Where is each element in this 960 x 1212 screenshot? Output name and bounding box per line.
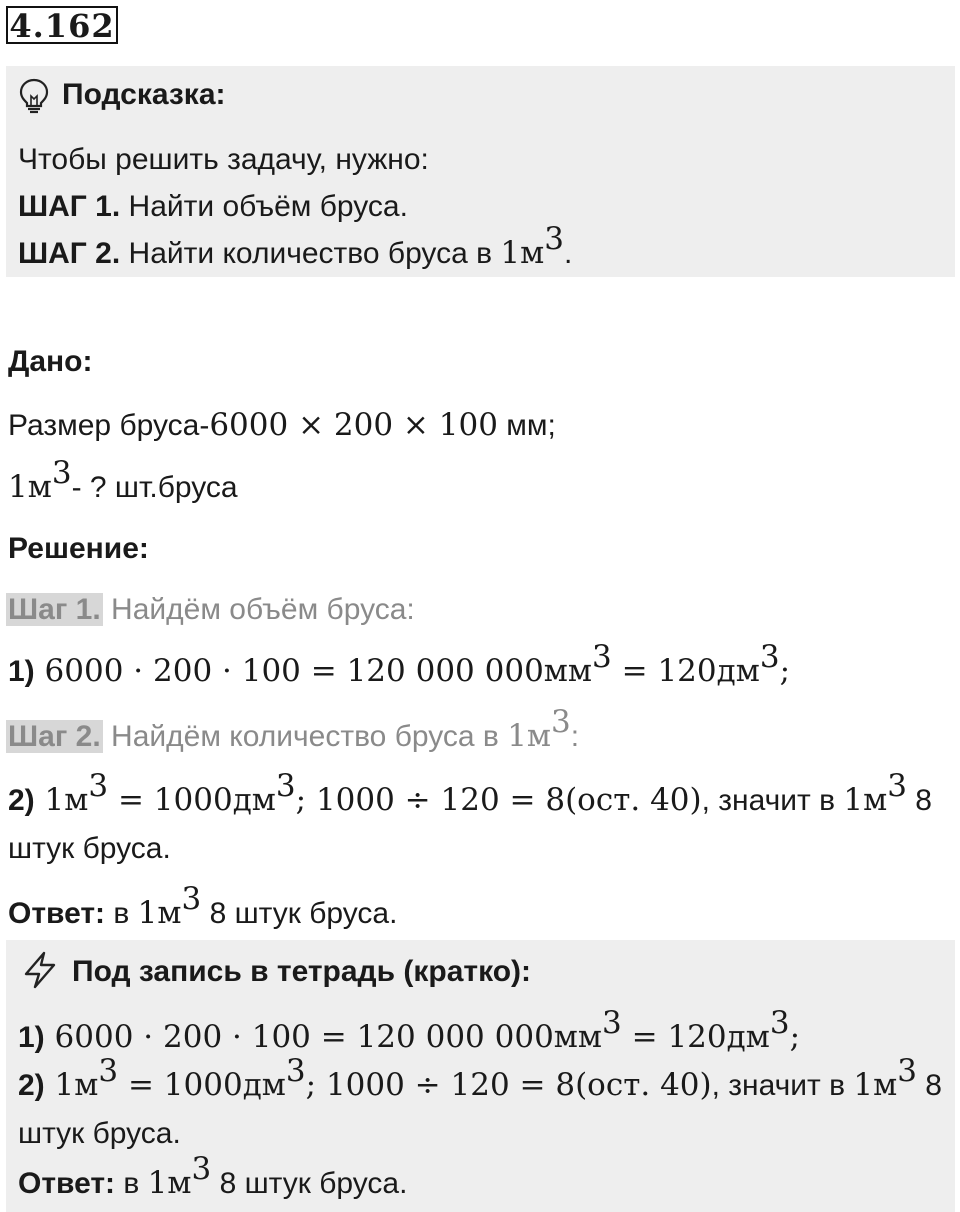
note-calc-2-a: 1м xyxy=(44,1067,99,1103)
calc-2-number: 2) xyxy=(8,784,35,817)
note-calc-2-f: 8 xyxy=(916,1069,942,1102)
note-calc-1-result: = 120дм xyxy=(621,1019,770,1055)
note-title: Под запись в тетрадь (кратко): xyxy=(72,955,532,988)
solution-step-1 xyxy=(6,593,415,627)
given-size-unit: мм; xyxy=(497,409,556,442)
calc-1-sup-a: 3 xyxy=(592,639,612,675)
calc-1-expr: 6000 · 200 · 100 = 120 000 000мм xyxy=(34,653,593,689)
calc-2-sup-b: 3 xyxy=(275,768,296,804)
step-2-text: Найдём количество бруса в xyxy=(102,720,508,753)
note-calc-1-expr: 6000 · 200 · 100 = 120 000 000мм xyxy=(44,1019,603,1055)
answer xyxy=(8,881,398,931)
calc-2-sup-a: 3 xyxy=(88,768,109,804)
note-calc-2-continued: штук бруса. xyxy=(18,1117,181,1150)
calc-2-sup-c: 3 xyxy=(887,768,907,804)
note-calc-2-sup-a: 3 xyxy=(98,1053,119,1089)
calc-2-a: 1м xyxy=(34,782,89,818)
answer-a: в xyxy=(105,897,138,930)
given-size-label: Размер бруса- xyxy=(8,409,210,442)
hint-step-2-math: 1м xyxy=(500,235,545,271)
solution-step-2 xyxy=(6,704,580,754)
calc-2-d: , значит в xyxy=(701,784,844,817)
calc-1 xyxy=(8,639,791,689)
given-question-text: - ? шт.бруса xyxy=(71,471,238,504)
note-calc-2-b: = 1000дм xyxy=(118,1067,286,1103)
step-2-label: Шаг 2. xyxy=(8,720,101,753)
note-calc-2-sup-b: 3 xyxy=(285,1053,306,1089)
note-calc-1-sup-a: 3 xyxy=(602,1005,622,1041)
hint-step-2-sup: 3 xyxy=(544,221,564,257)
calc-1-number: 1) xyxy=(8,655,35,688)
calc-2-continued: штук бруса. xyxy=(8,832,171,865)
note-calc-1-number: 1) xyxy=(18,1021,45,1054)
step-1-label: Шаг 1. xyxy=(8,593,101,626)
note-calc-1 xyxy=(18,1005,801,1055)
calc-2-f: 8 xyxy=(906,784,932,817)
solution-title: Решение: xyxy=(8,532,149,565)
answer-text: 8 штук бруса. xyxy=(201,897,398,930)
step-2-tail: : xyxy=(570,720,580,753)
note-answer-text: 8 штук бруса. xyxy=(211,1167,408,1200)
lightbulb-icon xyxy=(18,78,50,114)
answer-sup: 3 xyxy=(181,881,202,917)
note-calc-2-d: , значит в xyxy=(711,1069,854,1102)
answer-label: Ответ: xyxy=(8,897,106,930)
calc-2-e: 1м xyxy=(843,782,888,818)
task-number: 4.162 xyxy=(6,6,118,44)
hint-intro: Чтобы решить задачу, нужно: xyxy=(18,143,429,176)
note-answer xyxy=(18,1151,408,1201)
hint-step-2-text: Найти количество бруса в xyxy=(128,237,501,270)
note-calc-1-end: ; xyxy=(789,1019,801,1055)
given-question-line xyxy=(8,455,238,505)
step-2-math: 1м xyxy=(507,718,552,754)
note-calc-1-sup-b: 3 xyxy=(769,1005,790,1041)
note-answer-a: в xyxy=(115,1167,148,1200)
note-calc-2-number: 2) xyxy=(18,1069,45,1102)
note-calc-2 xyxy=(18,1053,942,1103)
note-calc-2-sup-c: 3 xyxy=(897,1053,917,1089)
note-calc-2-e: 1м xyxy=(853,1067,898,1103)
calc-2-c: ; 1000 ÷ 120 = 8(ост. 40) xyxy=(295,782,702,818)
hint-step-2-label: ШАГ 2. xyxy=(18,237,121,270)
note-answer-math: 1м xyxy=(147,1165,192,1201)
note-calc-2-c: ; 1000 ÷ 120 = 8(ост. 40) xyxy=(305,1067,712,1103)
given-question-sup: 3 xyxy=(51,455,72,491)
calc-1-result: = 120дм xyxy=(611,653,760,689)
lightning-icon xyxy=(20,950,60,990)
note-answer-sup: 3 xyxy=(191,1151,212,1187)
calc-1-sup-b: 3 xyxy=(759,639,780,675)
calc-2-b: = 1000дм xyxy=(108,782,276,818)
hint-step-1-label: ШАГ 1. xyxy=(18,190,121,223)
given-size-math: 6000 × 200 × 100 xyxy=(209,407,498,443)
step-1-text: Найдём объём бруса: xyxy=(102,593,415,626)
hint-step-1-text: Найти объём бруса. xyxy=(128,190,408,223)
hint-step-2-tail: . xyxy=(563,237,573,270)
hint-step-1 xyxy=(18,190,408,224)
answer-math: 1м xyxy=(137,895,182,931)
note-answer-label: Ответ: xyxy=(18,1167,116,1200)
step-2-sup: 3 xyxy=(551,704,571,740)
hint-title: Подсказка: xyxy=(62,78,226,111)
given-question-math: 1м xyxy=(8,469,52,505)
hint-step-2 xyxy=(18,221,573,271)
calc-2 xyxy=(8,768,932,818)
calc-1-end: ; xyxy=(779,653,791,689)
given-title: Дано: xyxy=(8,345,93,378)
given-size-line xyxy=(8,407,556,443)
